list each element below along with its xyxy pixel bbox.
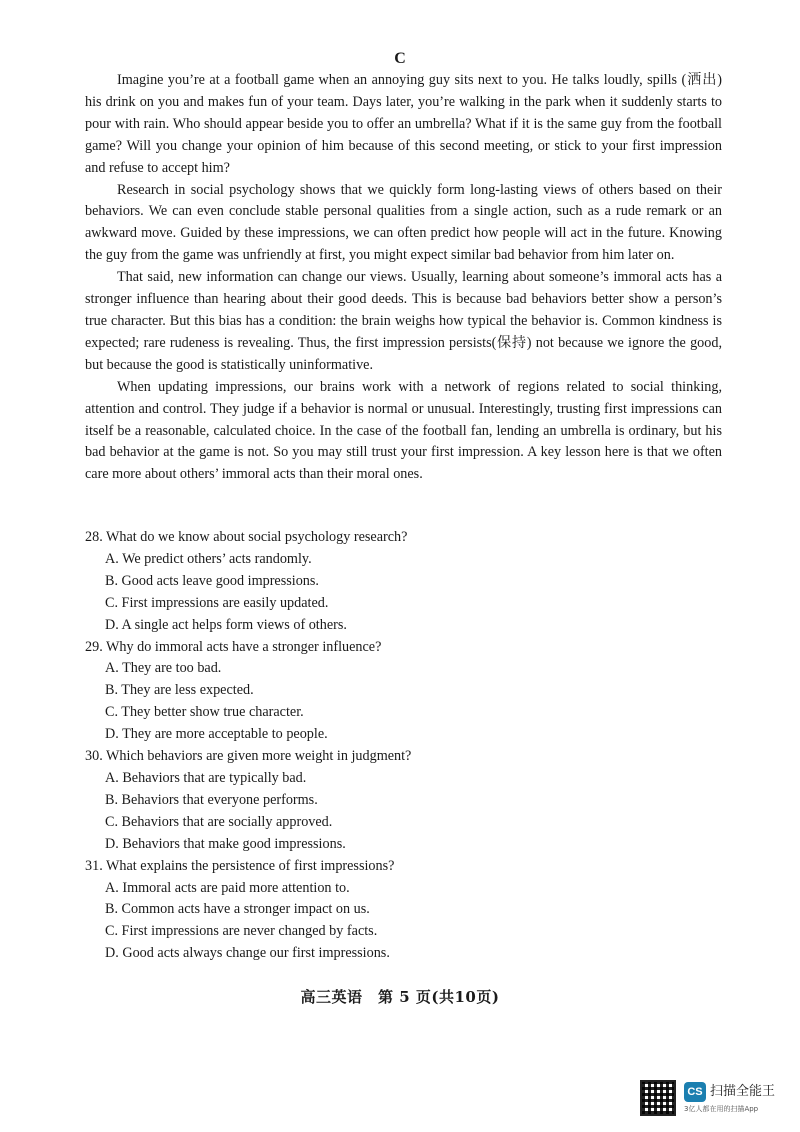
section-heading: C (394, 50, 406, 67)
option-d: D. Good acts always change our first impressions. (105, 945, 390, 962)
option-b: B. Good acts leave good impressions. (105, 572, 319, 589)
option-d: D. Behaviors that make good impressions. (105, 835, 346, 852)
option-c: C. Behaviors that are socially approved. (105, 813, 333, 830)
question-stem: 28. What do we know about social psychology research? (85, 529, 408, 545)
question-stem: 31. What explains the persistence of first impressions? (85, 857, 395, 874)
watermark-tagline: 3亿人都在用的扫描App (684, 1105, 759, 1113)
option-list (85, 658, 722, 746)
page-footer: 高三英语 第 5 页(共10页) (300, 988, 500, 1006)
option-b: B. Behaviors that everyone performs. (105, 791, 318, 808)
question-31 (85, 856, 722, 966)
option-list (85, 549, 722, 637)
option-a: A. Behaviors that are typically bad. (105, 769, 307, 786)
option-d: D. They are more acceptable to people. (105, 726, 328, 743)
option-a: A. We predict others’ acts randomly. (105, 550, 312, 567)
scanner-watermark (640, 1080, 790, 1120)
question-28 (85, 527, 722, 637)
option-list (85, 768, 722, 856)
watermark-app-name: 扫描全能王 (710, 1084, 776, 1099)
option-a: A. They are too bad. (105, 660, 222, 677)
question-stem: 30. Which behaviors are given more weight in judgment? (85, 748, 412, 765)
passage-paragraph: Research in social psychology shows that we quickly form long-lasting views of others based on their behaviors. We can even conclude stable personal qualities from a single action, such as a rude remark or an awkward move. Guided by these impressions, we can often predict how people will act in the future. Knowing the guy from the game was unfriendly at first, you might expect similar bad behavior from him later on. (85, 181, 722, 264)
option-list (85, 878, 722, 966)
qr-code-icon (640, 1080, 676, 1116)
passage-paragraph: That said, new information can change our views. Usually, learning about someone’s immoral acts has a stronger influence than hearing about their good deeds. This is because bad behaviors better show a person’s true character. But this bias has a condition: the brain weighs how typical the behavior is. Common kindness is expected; rare rudeness is revealing. Thus, the first impression persists(保持) not because we ignore the good, but because the good is statistically uninformative. (85, 269, 722, 373)
question-30 (85, 746, 722, 856)
option-c: C. First impressions are easily updated. (105, 594, 329, 611)
option-b: B. Common acts have a stronger impact on us. (105, 901, 370, 918)
option-a: A. Immoral acts are paid more attention to. (105, 879, 350, 896)
option-c: C. They better show true character. (105, 704, 304, 721)
passage-paragraph: When updating impressions, our brains work with a network of regions related to social thinking, attention and control. They judge if a behavior is normal or unusual. Interestingly, trusting first impressions can itself be a reasonable, calculated choice. In the case of the football fan, lending an umbrella is ordinary, but his bad behavior at the game is not. So you may still trust your first impression. A key lesson here is that we often care more about others’ immoral acts than their moral ones. (85, 378, 722, 483)
reading-passage (85, 70, 722, 486)
question-stem: 29. Why do immoral acts have a stronger influence? (85, 638, 382, 655)
option-c: C. First impressions are never changed by facts. (105, 923, 378, 940)
question-29 (85, 637, 722, 747)
option-d: D. A single act helps form views of others. (105, 616, 347, 633)
question-list (85, 527, 722, 965)
option-b: B. They are less expected. (105, 682, 254, 699)
camscanner-logo-icon: CS (684, 1082, 706, 1102)
passage-paragraph: Imagine you’re at a football game when an annoying guy sits next to you. He talks loudly, spills (洒出) his drink on you and makes fun of your team. Days later, you’re walking in the park when it suddenly starts to pour with rain. Who should appear beside you to offer an umbrella? What if it is the same guy from the football game? Will you change your opinion of him because of this second meeting, or stick to your first impression and refuse to accept him? (85, 72, 722, 176)
